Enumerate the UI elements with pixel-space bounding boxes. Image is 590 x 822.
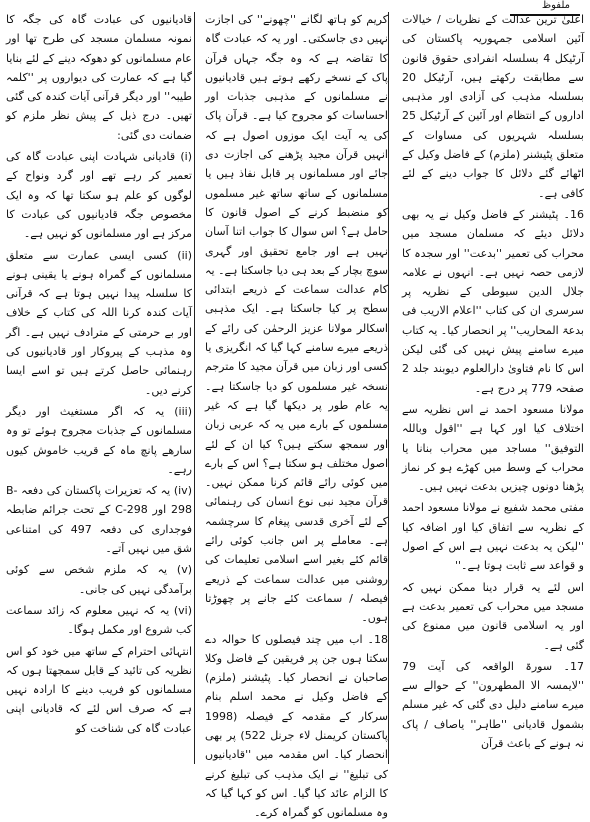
paragraph: مفتی محمد شفیع نے مولانا مسعود احمد کے نظریہ سے اتفاق کیا اور اضافہ کیا ''لیکن یہ بدعت نہیں ہے اس کے اصول و قواعد سے ثابت ہوتا ہے۔'' [402, 498, 584, 575]
text-column-right [402, 10, 584, 766]
paragraph: (vi) یہ کہ نہیں معلوم کہ زائد سماعت کب شروع اور مکمل ہوگا۔ [6, 601, 192, 640]
paragraph: قادیانیوں کی عبادت گاہ کی جگہ کا نمونہ مسلمان مسجد کی طرح تھا اور عام مسلمانوں کو دھوکہ دینے کے لئے بنایا گیا ہے کہ عمارت کی دیواروں پر ''کلمہ طیبہ'' اور دیگر قرآنی آیات کندہ کی گئی تھیں۔ درج ذیل کے پیش نظر ملزم کو ضمانت دی گئی: [6, 10, 192, 145]
column-divider-left [194, 12, 195, 764]
text-column-left [6, 10, 192, 766]
paragraph: اعلیٰ ترین عدالت کے نظریات / خیالات آئین اسلامی جمہوریہ پاکستان کی آرٹیکل 4 بسلسلہ انفرادی حقوق قانون سے مطابقت رکھتے ہیں، آرٹیکل 20 بسلسلہ مذہب کی آزادی اور مذہبی اداروں کے انتظام اور آئین کے آرٹیکل 25 بسلسلہ شہریوں کی مساوات کے متعلق پٹیشنر (ملزم) کے فاضل وکیل کے اٹھائے گئے دلائل کا جواب دینے کے لئے کافی ہے۔ [402, 10, 584, 203]
text-column-middle [205, 10, 388, 766]
paragraph: (iii) یہ کہ اگر مستغیث اور دیگر مسلمانوں کے جذبات مجروح ہوئے تو وہ سارھے پانچ ماہ کے قریب خاموش کیوں رہے۔ [6, 402, 192, 479]
paragraph: 16۔ پٹیشنر کے فاضل وکیل نے یہ بھی دلائل دیئے کہ مسلمان مسجد میں محراب کی تعمیر ''بدعت'' اور سجدہ کا لازمی حصہ نہیں ہے۔ انہوں نے علامہ جلال الدین سیوطی کے نظریہ پر سرسری ان کی کتاب ''اعلام الاریب فی بدعۃ المحاریب'' پر انحصار کیا۔ یہ کتاب میرے سامنے پیش نہیں کی گئی لیکن اس کا نام فتاویٰ دارالعلوم دیوبند جلد 2 صفحہ 779 پر درج ہے۔ [402, 205, 584, 398]
document-page [6, 0, 584, 770]
paragraph: 17۔ سورۃ الواقعہ کی آیت 79 ''لایمسہ الا المطھرون'' کے حوالے سے میرے سامنے دلیل دی گئی کہ غیر مسلم بشمول قادیانی ''طاہر'' یاصاف / پاک نہ ہونے کے باعث قرآن [402, 657, 584, 753]
paragraph: 18۔ اب میں چند فیصلوں کا حوالہ دے سکتا ہوں جن پر فریقین کے فاضل وکلا صاحبان نے انحصار کیا۔ پٹیشنر (ملزم) کے فاضل وکیل نے محمد اسلم بنام سرکار کے مقدمہ کے فیصلہ (1998 پاکستان کریمنل لاء جرنل 522) پر بھی انحصار کیا۔ اس مقدمہ میں ''قادیانیوں کی تبلیغ'' نے ایک مذہب کی تبلیغ کرنے کا الزام عائد کیا گیا۔ اس کو کہا گیا کہ وہ مسلمانوں کو گمراہ کرے۔ [205, 630, 388, 822]
paragraph: (iv) یہ کہ تعزیرات پاکستان کی دفعہ B-298 اور C-298 کے تحت جرائم ضابطہ فوجداری کی دفعہ 497 کی امتناعی شق میں نہیں آتے۔ [6, 481, 192, 558]
column-divider-right [388, 12, 389, 764]
paragraph: کریم کو ہاتھ لگانے ''چھونے'' کی اجازت نہیں دی جاسکتی۔ اور یہ کہ عبادت گاہ کا تقاضہ ہے کہ وہ جگہ جہاں قرآن پاک کے نسخے رکھے ہوتے ہیں قادیانیوں نے مسلمانوں کے مذہبی جذبات اور احساسات کو مجروح کیا ہے۔ قرآن پاک کی یہ آیت ایک موزوں اصول ہے کہ انہیں قرآن مجید پڑھنے کی اجازت دی جائے اور مسلمانوں پر قابل نفاذ ہیں یا مسلمانوں کے ساتھ ساتھ غیر مسلموں کو منضبط کرنے کے اصول قانون کا حامل ہے؟ اس سوال کا جواب اتنا آسان نہیں ہے اور جامع تحقیق اور گہری سوچ بچار کے بعد ہی دیا جاسکتا ہے۔ یہ کام عدالت سماعت کے ذریعے ابتدائی سطح پر کیا جاسکتا ہے۔ ایک مذہبی اسکالر مولانا عزیز الرحمٰن کی رائے کے ذریعے میرے سامنے کہا گیا کہ انگریزی یا کسی اور زبان میں قرآن مجید کا مترجم نسخہ غیر مسلموں کو دیا جاسکتا ہے۔ یہ عام طور پر دیکھا گیا ہے کہ غیر مسلموں کے بارے میں یہ کہ عربی زبان اور سمجھ سکتے ہیں؟ کیا ان کے لئے اصول مختلف ہو سکتا ہے؟ اس کے بارے میں کوئی رائے قائم کرنا ممکن نہیں۔ قرآن مجید نبی نوع انسان کی رہنمائی کے لئے آخری قدسی پیغام کا سرچشمہ ہے۔ معاملے پر اس جانب کوئی رائے قائم کئے بغیر اسے اسلامی تعلیمات کی روشنی میں عدالت سماعت کے ذریعے فیصلہ / سماعت کئے جانے پر چھوڑتا ہوں۔ [205, 10, 388, 628]
paragraph: انتہائی احترام کے ساتھ میں خود کو اس نظریہ کی تائید کے قابل سمجھتا ہوں کہ مسلمانوں کو فریب دینے کا ارادہ نہیں ہے کہ صرف اس لئے کہ قادیانی اپنی عبادت گاہ کی شناخت کو [6, 642, 192, 738]
paragraph: اس لئے یہ قرار دینا ممکن نہیں کہ مسجد میں محراب کی تعمیر بدعت ہے اور یہ اسلامی قانون میں ممنوع کی گئی ہے۔ [402, 578, 584, 655]
paragraph: (ii) کسی ایسی عمارت سے متعلق مسلمانوں کے گمراہ ہونے یا یقینی ہونے کا سلسلہ پیدا نہیں ہوتا ہے کہ قرآنی آیات کندہ کرنا اللہ کی کتاب کے خلاف اور بے حرمتی کے مترادف نہیں ہے۔ اگر وہ مذہب کے پیروکار اور قادیانیوں کی رہنمائی حاصل کرتے ہیں تو اسے ایسا کرنے دیں۔ [6, 246, 192, 400]
header-ornament-text: ملفوظ [542, 1, 570, 11]
paragraph: (i) قادیانی شہادت اپنی عبادت گاہ کی تعمیر کر رہے تھے اور گرد ونواح کے لوگوں کو علم ہو سکتا تھا کہ وہ ایک مخصوص جگہ قادیانیوں کی عبادت کا مرکز ہے اور مسلمانوں کو نہیں ہے۔ [6, 147, 192, 243]
paragraph: مولانا مسعود احمد نے اس نظریہ سے اختلاف کیا اور کہا ہے ''اقول وباللہ التوفیق'' مساجد میں محراب بنانا یا محراب کے وسط میں کھڑے ہو کر نماز پڑھنا دونوں چیزیں بدعت نہیں ہیں۔ [402, 400, 584, 496]
paragraph: (v) یہ کہ ملزم شخص سے کوئی برآمدگی نہیں کی جانی۔ [6, 560, 192, 599]
